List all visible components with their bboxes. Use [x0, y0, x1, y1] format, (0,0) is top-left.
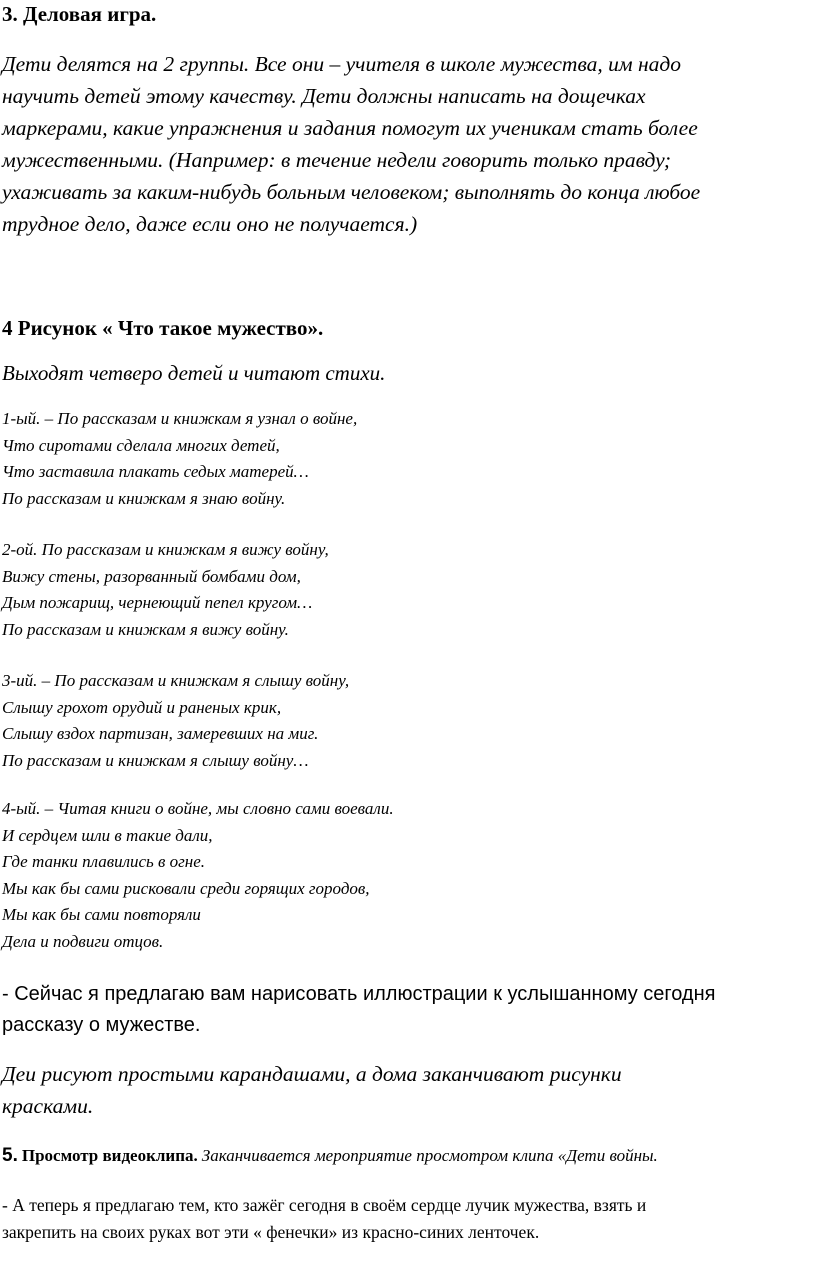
poem-line: По рассказам и книжкам я вижу войну.: [2, 619, 289, 639]
section-3-line: мужественными. (Например: в течение недели говорить только правду;: [2, 148, 671, 172]
poem-stanza-3: [2, 668, 349, 774]
section-4-heading: 4 Рисунок « Что такое мужество».: [2, 316, 324, 340]
section-3-line: ухаживать за каким-нибудь больным человеком; выполнять до конца любое: [2, 180, 701, 204]
poem-line: 4-ый. – Читая книги о войне, мы словно сами воевали.: [2, 799, 394, 818]
closing-line: - А теперь я предлагаю тем, кто зажёг сегодня в своём сердце лучик мужества, взять и: [2, 1195, 647, 1215]
poem-stanza-2: [2, 537, 329, 643]
speech-line: рассказу о мужестве.: [2, 1014, 201, 1036]
section-5-description: Заканчивается мероприятие просмотром клипа «Дети войны.: [201, 1146, 658, 1165]
poem-stanza-1: [2, 406, 357, 512]
closing-line: закрепить на своих руках вот эти « фенечки» из красно-синих ленточек.: [2, 1222, 540, 1242]
poem-line: Мы как бы сами рисковали среди горящих городов,: [2, 878, 370, 898]
poem-line: Слышу вздох партизан, замеревших на миг.: [2, 724, 319, 743]
poem-line: Что заставила плакать седых матерей…: [2, 462, 309, 481]
drawing-instructions: [2, 1058, 814, 1122]
poem-line: Мы как бы сами повторяли: [2, 905, 201, 924]
poem-line: 3-ий. – По рассказам и книжкам я слышу войну,: [2, 671, 350, 690]
speech-line: - Сейчас я предлагаю вам нарисовать иллюстрации к услышанному сегодня: [2, 983, 716, 1005]
poem-line: 2-ой. По рассказам и книжкам я вижу войну,: [2, 540, 329, 559]
section-3-heading: 3. Деловая игра.: [2, 2, 157, 26]
drawing-line: красками.: [2, 1094, 94, 1118]
section-4-intro: Выходят четверо детей и читают стихи.: [2, 361, 386, 385]
closing-paragraph: [2, 1192, 814, 1246]
poem-line: 1-ый. – По рассказам и книжкам я узнал о войне,: [2, 409, 358, 428]
poem-line: Где танки плавились в огне.: [2, 852, 206, 871]
poem-line: Слышу грохот орудий и раненых крик,: [2, 697, 282, 717]
drawing-line: Деи рисуют простыми карандашами, а дома заканчивают рисунки: [2, 1062, 622, 1086]
section-3-line: трудное дело, даже если оно не получается.): [2, 212, 418, 236]
section-3-line: Дети делятся на 2 группы. Все они – учителя в школе мужества, им надо: [2, 52, 682, 76]
poem-stanza-4: [2, 796, 394, 955]
poem-line: По рассказам и книжкам я слышу войну…: [2, 750, 309, 770]
section-3-paragraph: [2, 48, 814, 240]
poem-line: Что сиротами сделала многих детей,: [2, 435, 280, 455]
poem-line: Дела и подвиги отцов.: [2, 931, 164, 951]
section-5-number: 5.: [2, 1145, 18, 1166]
poem-line: Дым пожарищ, чернеющий пепел кругом…: [2, 593, 313, 612]
teacher-speech: [2, 979, 814, 1041]
poem-line: И сердцем шли в такие дали,: [2, 825, 213, 845]
poem-line: По рассказам и книжкам я знаю войну.: [2, 488, 286, 508]
poem-line: Вижу стены, разорванный бомбами дом,: [2, 566, 301, 586]
section-5-heading-row: [2, 1145, 658, 1167]
section-3-line: маркерами, какие упражнения и задания помогут их ученикам стать более: [2, 116, 698, 140]
section-5-title: Просмотр видеоклипа.: [21, 1146, 198, 1165]
section-3-line: научить детей этому качеству. Дети должны написать на дощечках: [2, 84, 646, 108]
